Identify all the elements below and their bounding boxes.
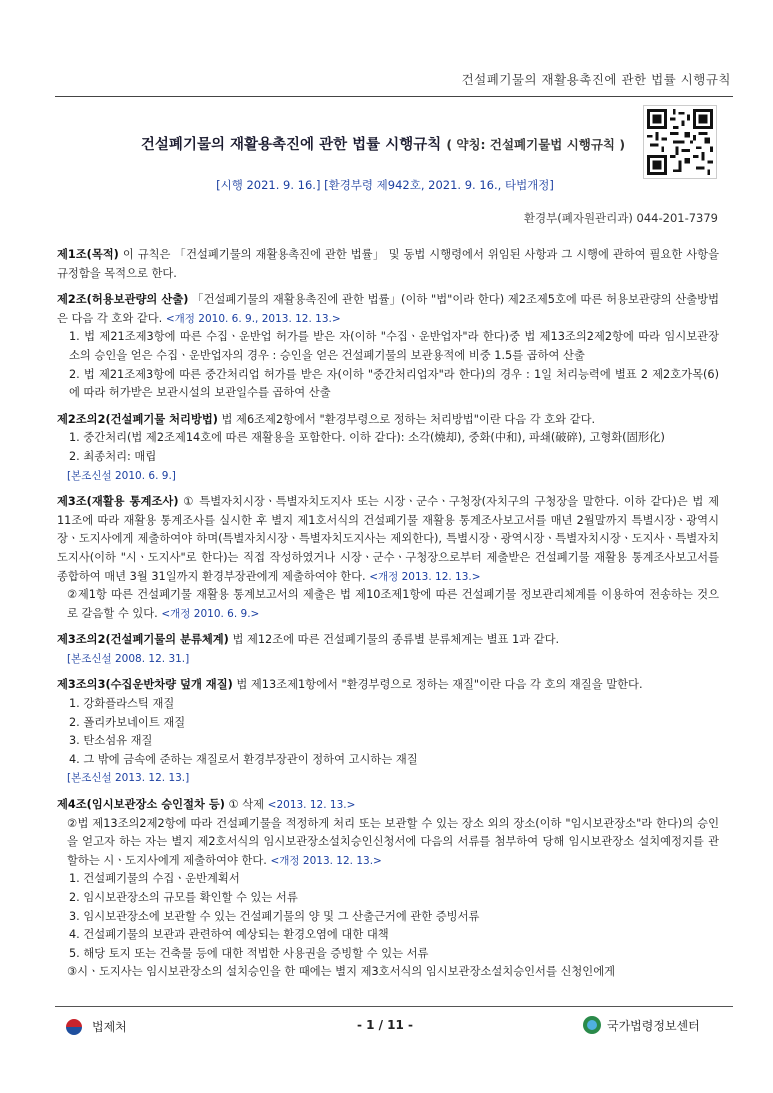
article-text: ① 삭제 [224,798,268,812]
enactment-note[interactable]: [본조신설 2013. 12. 13.] [67,772,190,785]
government-emblem-icon [66,1019,82,1035]
article-heading[interactable]: 제3조의2(건설폐기물의 분류체계) [57,633,229,647]
amendment-note[interactable]: <개정 2013. 12. 13.> [270,854,382,867]
page-number: - 1 / 11 - [356,1018,414,1032]
article-text: 법 제13조제1항에서 "환경부령으로 정하는 재질"이란 다음 각 호의 재질을 말한다. [232,678,643,692]
article-text: 법 제6조제2항에서 "환경부령으로 정하는 처리방법"이란 다음 각 호와 같다. [217,412,596,426]
document-body [57,246,719,990]
list-item: 1. 건설폐기물의 수집ㆍ운반계획서 [69,872,240,886]
amendment-note[interactable]: <개정 2010. 6. 9.> [161,607,260,620]
paragraph-text: ②법 제13조의2제2항에 따라 건설폐기물을 적정하게 처리 또는 보관할 수 있는 장소 외의 장소(이하 "임시보관장소"라 한다)의 승인을 얻고자 하는 자는 별지 제2호서식의 임시보관장소설치승인신청서에 다음의 서류를 첨부하여 당해 임시보관장소 설치예정지를 관할하는 시ㆍ도지사에게 제출하여야 한다. [67,816,719,867]
list-item: 5. 해당 토지 또는 건축물 등에 대한 적법한 사용권을 증빙할 수 있는 서류 [69,946,429,960]
law-abbreviation: ( 약칭: 건설폐기물법 시행규칙 ) [446,137,626,152]
list-item: 1. 강화플라스틱 재질 [69,697,175,711]
list-item: 1. 법 제21조제3항에 따른 수집ㆍ운반업 허가를 받은 자(이하 "수집ㆍ운반업자"라 한다)중 법 제13조의2제2항에 따라 임시보관장소의 승인을 얻은 수집ㆍ운반업자의 경우 : 승인을 얻은 건설폐기물의 보관용적에 비중 1.5를 곱하여 산출 [69,330,719,362]
article-3-3 [57,676,719,788]
source-name: 국가법령정보센터 [607,1018,700,1033]
list-item: 1. 중간처리(법 제2조제14호에 따른 재활용을 포함한다. 이하 같다): 소각(燒却), 중화(中和), 파쇄(破碎), 고형화(固形化) [69,431,665,445]
paragraph-text: ②제1항 따른 건설폐기물 재활용 통계보고서의 제출은 법 제10조제1항에 따른 건설폐기물 정보관리체계를 이용하여 전송하는 것으로 갈음할 수 있다. [67,588,719,620]
list-item: 2. 폴리카보네이트 재질 [69,715,186,729]
ministry-contact: 환경부(폐자원관리과) 044-201-7379 [523,211,718,225]
article-3 [57,493,719,623]
amendment-note[interactable]: <2013. 12. 13.> [267,799,356,812]
list-item: 4. 그 밖에 금속에 준하는 재질로서 환경부장관이 정하여 고시하는 재질 [69,752,418,766]
article-4 [57,796,719,982]
article-text: 법 제12조에 따른 건설폐기물의 종류별 분류체계는 별표 1과 같다. [228,633,560,647]
list-item: 3. 임시보관장소에 보관할 수 있는 건설폐기물의 양 및 그 산출근거에 관한 증빙서류 [69,909,480,923]
enactment-note[interactable]: [본조신설 2008. 12. 31.] [67,652,190,665]
article-heading[interactable]: 제2조의2(건설폐기물 처리방법) [57,412,218,426]
list-item: 2. 임시보관장소의 규모를 확인할 수 있는 서류 [69,891,298,904]
header-divider [55,96,733,97]
footer-publisher [66,1018,127,1035]
article-3-2 [57,631,719,668]
article-1 [57,246,719,283]
amendment-note[interactable]: <개정 2013. 12. 13.> [369,570,481,583]
list-item: 2. 법 제21조제3항에 따른 중간처리업 허가를 받은 자(이하 "중간처리업자"라 한다)의 경우 : 1일 처리능력에 별표 2 제2호가목(6)에 따라 허가받은 보관시설의 보관일수를 곱하여 산출 [69,367,719,400]
article-heading[interactable]: 제1조(목적) [57,248,119,261]
paragraph-text: ③시ㆍ도지사는 임시보관장소의 설치승인을 한 때에는 별지 제3호서식의 임시보관장소설치승인서를 신청인에게 [67,965,616,979]
law-center-logo-icon [583,1016,601,1034]
article-heading[interactable]: 제3조(재활용 통계조사) [57,495,179,509]
list-item: 4. 건설폐기물의 보관과 관련하여 예상되는 환경오염에 대한 대책 [69,928,389,942]
article-text: 이 규칙은 「건설폐기물의 재활용촉진에 관한 법률」 및 동법 시행령에서 위임된 사항과 그 시행에 관하여 필요한 사항을 규정함을 목적으로 한다. [57,248,719,280]
article-heading[interactable]: 제4조(임시보관장소 승인절차 등) [57,798,225,812]
publisher-name: 법제처 [92,1020,127,1034]
enforcement-info[interactable]: [시행 2021. 9. 16.] [환경부령 제942호, 2021. 9. 16., 타법개정] [216,178,554,192]
enactment-note[interactable]: [본조신설 2010. 6. 9.] [67,469,176,482]
article-heading[interactable]: 제3조의3(수집운반차량 덮개 재질) [57,678,233,692]
list-item: 2. 최종처리: 매립 [69,449,157,463]
footer-divider [55,1006,733,1007]
law-title: 건설폐기물의 재활용촉진에 관한 법률 시행규칙 [140,137,442,153]
article-heading[interactable]: 제2조(허용보관량의 산출) [57,293,189,307]
footer-source [583,1016,700,1034]
qr-code-icon [643,105,717,179]
article-2-2 [57,411,719,485]
article-text: ① 특별자치시장ㆍ특별자치도지사 또는 시장ㆍ군수ㆍ구청장(자치구의 구청장을 말한다. 이하 같다)은 법 제11조에 따라 재활용 통계조사를 실시한 후 별지 제1호서식의 건설폐기물 재활용 통계조사보고서를 매년 2월말까지 특별시장ㆍ광역시장ㆍ도지사에게 제출하여야 하며(특별자치시장ㆍ특별자치도지사는 제외한다), 특별시장ㆍ광역시장ㆍ특별자치시장ㆍ도지사ㆍ특별자치도지사(이하 "시ㆍ도지사"로 한다)는 직접 작성하였거나 시장ㆍ군수ㆍ구청장으로부터 제출받은 건설폐기물 재활용 통계조사보고서를 종합하여 매년 3월 31일까지 환경부장관에게 제출하여야 한다. [57,495,719,583]
amendment-note[interactable]: <개정 2010. 6. 9., 2013. 12. 13.> [165,312,341,325]
document-title [128,134,638,156]
article-text: 「건설폐기물의 재활용촉진에 관한 법률」(이하 "법"이라 한다) 제2조제5호에 따른 허용보관량의 산출방법은 다음 각 호와 같다. [57,293,719,325]
list-item: 3. 탄소섬유 재질 [69,734,153,748]
article-2 [57,291,719,403]
running-header-title: 건설폐기물의 재활용촉진에 관한 법률 시행규칙 [461,72,731,87]
